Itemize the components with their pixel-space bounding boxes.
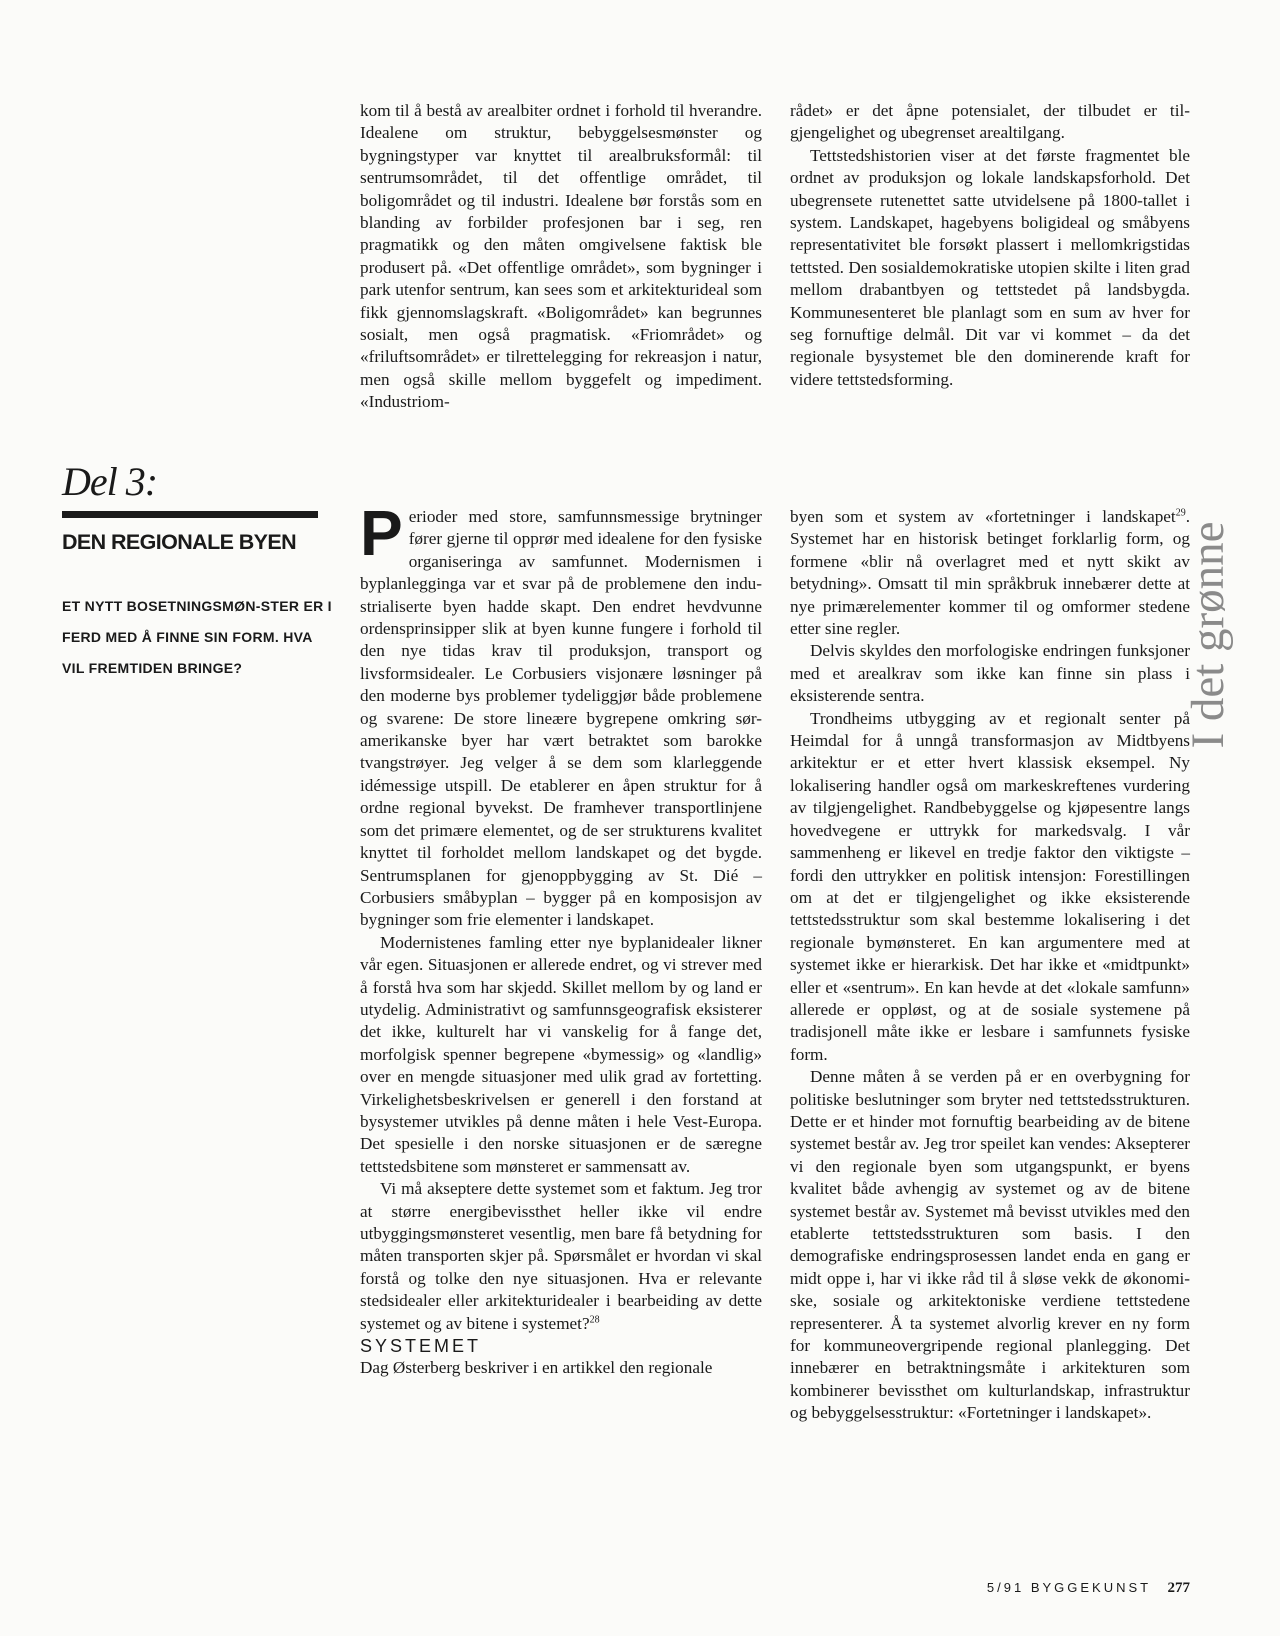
section-deck: ET NYTT BOSETNINGSMØN-STER ER I FERD MED Å FINNE SIN FORM. HVA VIL FREMTIDEN BRINGE?	[62, 598, 332, 676]
running-head-text: I det grønne	[1182, 521, 1234, 749]
paragraph	[360, 497, 762, 932]
section-divider	[62, 511, 318, 518]
magazine-name: BYGGEKUNST	[1030, 1580, 1151, 1595]
text-column-bottom-right	[790, 506, 1190, 1425]
paragraph	[790, 506, 1190, 640]
section-label: Del 3:	[62, 459, 158, 504]
paragraph: kom til å bestå av arealbiter ordnet i forhold til hverandre. Idealene om struktur, bebyggelsesmønster og bygningstyper var knyttet til arealbruksformål: til sentrumsområdet, til det offentlige området, til boligområdet og til industri. Idealene bør forstås som en blanding av forbilder profesjonen bar i seg, ren pragmatikk og den måten omgivelsene faktisk ble produsert på. «Det offentlige området», som bygninger i park utenfor sentrum, kan sees som et arkitekturideal som fikk gjennomslagskraft. «Boligområdet» kan begrunnes sosialt, men også pragmatisk. «Friområdet» og «friluftsområdet» er tilrettelegging for rekreasjon i natur, men også skille mellom byggefelt og impediment. «Industriom-	[360, 101, 762, 412]
page-number: 277	[1167, 1580, 1190, 1596]
paragraph: rådet» er det åpne potensialet, der tilbudet er tilgjengelighet og ubegrenset arealtilgang.	[790, 101, 1190, 143]
text-column-top-right	[790, 100, 1190, 391]
paragraph: Delvis skyldes den morfologiske endringen funksjoner med et arealkrav som ikke kan finne sin plass i eksisterende sentra.	[790, 641, 1190, 706]
paragraph	[360, 1178, 762, 1335]
section-title: DEN REGIONALE BYEN	[62, 530, 297, 554]
paragraph: Modernistenes famling etter nye byplanidealer likner vår egen. Situasjonen er allerede endret, og vi strever med å forstå hva som har skjedd. Skillet mellom by og land er utydelig. Administrativt og samfunnsgeografisk eksisterer det ikke, kulturelt har vi vanskelig for å fange det, morfolgisk spenner begrepene «bymessig» og «landlig» over en mengde situasjoner med ulik grad av fortetting. Virkelighetsbeskrivelsen er generell i den forstand at bysystemer utvikles på denne måten i hele Vest-Europa. Det spesielle i den norske situasjonen er de særegne tettstedsbitene som mønsteret er sammensatt av.	[360, 932, 762, 1176]
text-column-top-left	[360, 100, 762, 414]
footnote-ref: 29	[1175, 507, 1186, 519]
paragraph-text: . Systemet har en historisk betinget forklarlig form, og formene «blir nå overlagret med et nytt skikt av betydning». Omsatt til min språkbruk innebærer dette at nye primærelementer kommer til og omformer stedene etter sine regler.	[790, 507, 1190, 639]
paragraph-text: Vi må akseptere dette systemet som et faktum. Jeg tror at større energibevissthet heller ikke vil endre utbyggingsmønsteret vesentlig, men bare få betydning for måten transporten skjer på. Spørsmålet er hvordan vi skal forstå og tolke den nye situasjonen. Hva er relevante stedsidealer eller arkitekturidealer i bearbeiding av dette systemet og av bitene i systemet?	[360, 1179, 762, 1333]
text-column-bottom-left	[360, 497, 762, 1380]
issue-number: 5/91	[986, 1580, 1025, 1595]
footnote-ref: 28	[589, 1313, 600, 1325]
paragraph: Dag Østerberg beskriver i en artikkel den regionale	[360, 1358, 713, 1378]
subheading: SYSTEMET	[360, 1336, 482, 1357]
page-footer	[860, 1580, 1190, 1597]
paragraph: Tettstedshistorien viser at det første fragmentet ble ordnet av produksjon og lokale landskapsforhold. Det ubegrensete rutenettet satte utvidelsene på 1800-tallet i system. Landskapet, hagebyens boligideal og småbyens representativitet ble forsøkt plassert i mellomkrigstidas tettsted. Den sosialdemokratiske utopien skilte i liten grad mellom drabantbyen og tettstedet på landsbygda. Kommunesenteret ble planlagt som en sum av hver for seg fornuftige delmål. Dit var vi kommet – da det regionale bysystemet ble den dominerende kraft for videre tettstedsforming.	[790, 145, 1190, 389]
paragraph-text: byen som et system av «fortetninger i landskapet	[790, 507, 1176, 526]
paragraph: Trondheims utbygging av et regionalt senter på Heimdal for å unngå transformasjon av Midtbyens arkitektur er et etter hvert klassisk eksempel. Ny lokalisering handler også om markeskreftenes vurdering av tilgjengelighet. Randbebyggelse og kjøpesentre langs hovedvegene er uttrykk for markedsvalg. I vår sammenheng er likevel en tredje faktor den viktigste – fordi den uttrykker en politisk intensjon: Forestillingen om at det er tilgjengelighet og ikke eksisterende tettstedsstruktur som skal bestemme lokalisering i det regionale bymønsteret. En kan argumentere med at systemet ikke er hierarkisk. Det har ikke et «midtpunkt» eller et «sentrum». En kan hevde at det «lokale samfunn» allerede er oppløst, og at de sosiale systemene på tradisjonell måte ikke er lesbare i samfunnets fysiske form.	[790, 708, 1190, 1064]
drop-cap: P	[360, 497, 403, 569]
paragraph: Denne måten å se verden på er en overbygning for politiske beslutninger som bryter ned tettstedsstrukturen. Dette er et hinder mot fornuftig bearbeiding av de bitene systemet består av. Jeg tror speilet kan vendes: Aksepterer vi den regionale byen som utgangspunkt, er byens kvalitet både avhengig av systemet og av de bitene systemet består av. Systemet må bevisst utvikles med den etablerte tettstedsstrukturen som basis. I den demografiske endringsprosessen landet enda en gang er midt oppe i, har vi ikke råd til å sløse vekk de økonomiske, sosiale og arkitektoniske verdiene tettstedene representerer. Å ta systemet alvorlig krever en ny form for kommuneovergripende regional planlegging. Det innebærer en betraktningsmåte i arkitekturen som kombinerer bevissthet om kulturlandskap, infrastruktur og bebyggelsesstruktur: «Fortetninger i landskapet».	[790, 1067, 1190, 1423]
paragraph-text: erioder med store, samfunnsmessige brytninger fører gjerne til opprør med idealene for den fysiske organiseringa av samfunnet. Modernismen i byplanlegginga var et svar på de problemene den industrialiserte byen hadde skapt. Den endret hevdvunne ordensprinsipper slik at byen kunne fungere i forhold til den nye tidas krav til produksjon, transport og livsformsidealer. Le Corbusiers visjonære løsninger på den moderne bys problemer tydeliggjør både problemene og svarene: De store lineære bygrepene omkring sør-amerikanske byer har vært betraktet som barokke tvangstrøyer. Jeg velger å se dem som klarleggende idémessige utspill. De etablerer en åpen struktur for å ordne regional byvekst. De framhever transportlinjene som det primære elementet, og de ser strukturens kvalitet knyttet til forholdet mellom landskapet og det bygde. Sentrumsplanen for gjenoppbygging av St. Dié – Corbusiers småbyplan – bygger på en komposisjon av bygninger som frie elementer i landskapet.	[360, 507, 762, 930]
